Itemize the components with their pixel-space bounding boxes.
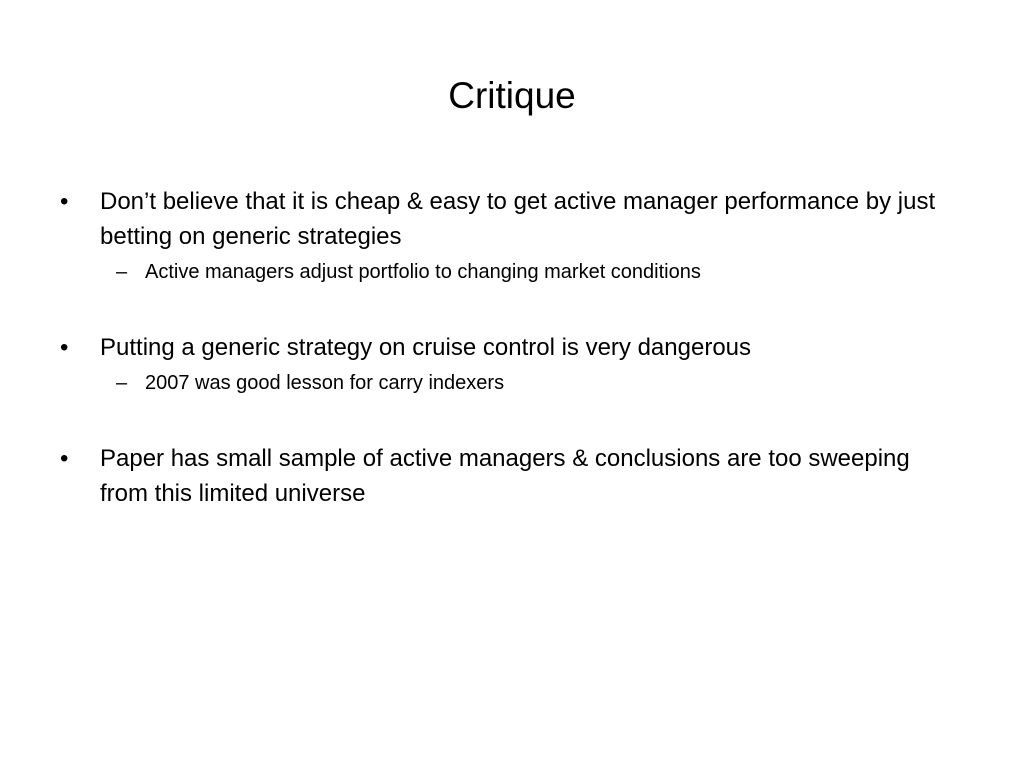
sub-bullet-marker: – (116, 261, 128, 283)
bullet-marker: • (60, 188, 69, 215)
bullet-marker: • (60, 334, 69, 361)
bullet-text: Paper has small sample of active managers & conclusions are too sweeping from this limited universe (100, 445, 910, 507)
sub-bullet-marker: – (116, 372, 128, 394)
slide-title: Critique (448, 75, 576, 116)
bullet-item (0, 184, 1024, 254)
sub-bullet-text: 2007 was good lesson for carry indexers (145, 372, 505, 394)
spacer (0, 288, 1024, 330)
sub-bullet-text: Active managers adjust portfolio to changing market conditions (145, 261, 701, 283)
bullet-text: Putting a generic strategy on cruise control is very dangerous (100, 334, 752, 361)
bullet-marker: • (60, 445, 69, 472)
sub-bullet-item (0, 367, 1024, 399)
bullet-text: Don’t believe that it is cheap & easy to get active manager performance by just betting on generic strategies (100, 188, 936, 250)
bullet-item (0, 330, 1024, 365)
sub-bullet-item (0, 256, 1024, 288)
spacer (0, 399, 1024, 441)
slide-body (0, 184, 1024, 511)
bullet-item (0, 441, 1024, 511)
